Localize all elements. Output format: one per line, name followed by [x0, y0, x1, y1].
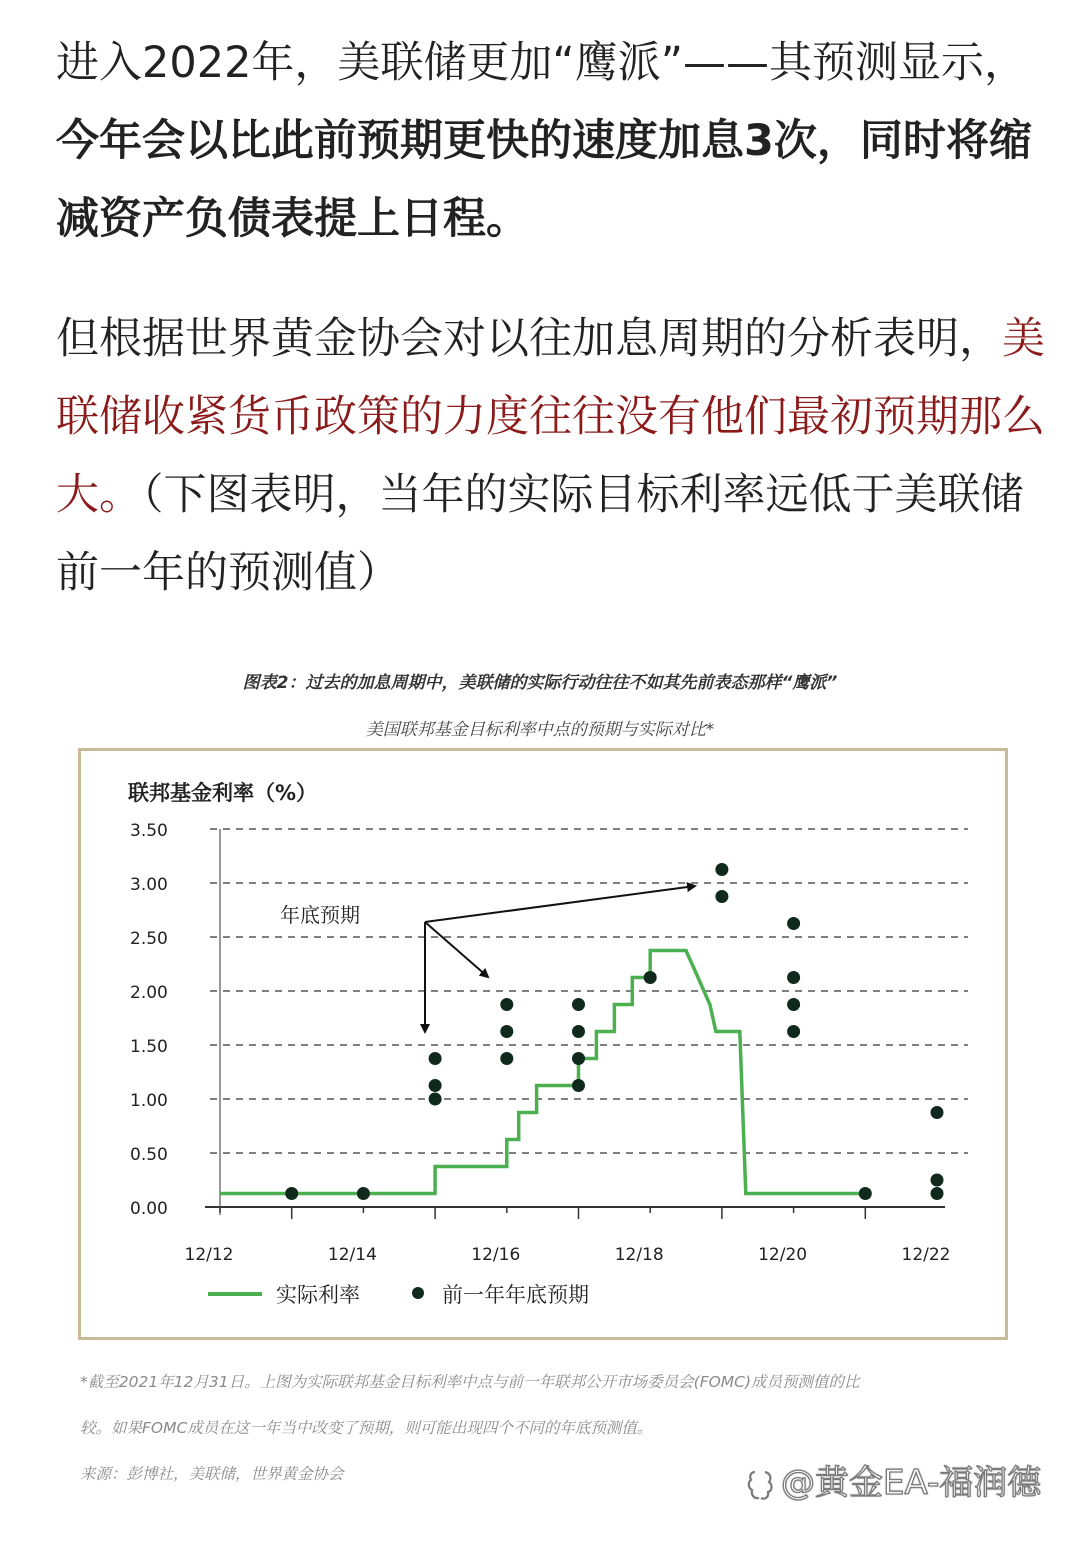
- figure-note-line1: *截至2021年12月31日。上图为实际联邦基金目标利率中点与前一年联邦公开市场委员会(FOMC)成员预测值的比: [80, 1373, 860, 1391]
- watermark: [745, 1455, 1041, 1504]
- y-tick-label: 1.00: [130, 1091, 168, 1111]
- forecast-dot: [931, 1174, 944, 1187]
- forecast-dot: [644, 971, 657, 984]
- forecast-dot: [715, 890, 728, 903]
- forecast-dot: [572, 998, 585, 1011]
- forecast-dot: [787, 1025, 800, 1038]
- forecast-dot: [500, 998, 513, 1011]
- forecast-dot: [500, 1052, 513, 1065]
- y-tick-label: 2.00: [130, 983, 168, 1003]
- figure-subtitle: 美国联邦基金目标利率中点的预期与实际对比*: [365, 720, 715, 740]
- analysis-highlight-text: 美联储收紧货币政策的力度往往没有他们最初预期那么大。: [56, 314, 1045, 520]
- forecast-dot: [572, 1052, 585, 1065]
- y-tick-label: 3.50: [130, 821, 168, 841]
- legend-dot-swatch: [412, 1287, 424, 1299]
- x-tick-label: 12/16: [471, 1245, 521, 1265]
- intro-text: 进入2022年，美联储更加“鹰派”——其预测显示，: [56, 38, 1027, 88]
- annotation-arrow-right: [425, 886, 695, 922]
- forecast-dot: [572, 1079, 585, 1092]
- forecast-dot: [572, 1025, 585, 1038]
- forecast-dot: [357, 1187, 370, 1200]
- forecast-dot: [285, 1187, 298, 1200]
- y-axis-label: 联邦基金利率（%）: [128, 781, 318, 805]
- legend-label-forecast: 前一年年底预期: [442, 1283, 589, 1307]
- x-tick-label: 12/20: [758, 1245, 808, 1265]
- forecast-dot: [500, 1025, 513, 1038]
- x-tick-label: 12/22: [901, 1245, 951, 1265]
- figure-source: 来源：彭博社，美联储，世界黄金协会: [80, 1465, 344, 1483]
- figure-note-line2: 较。如果FOMC成员在这一年当中改变了预期，则可能出现四个不同的年底预测值。: [80, 1419, 653, 1437]
- y-tick-label: 1.50: [130, 1037, 168, 1057]
- legend-label-actual: 实际利率: [276, 1283, 360, 1307]
- forecast-dot: [859, 1187, 872, 1200]
- actual-rate-line: [220, 951, 865, 1194]
- forecast-dot: [787, 998, 800, 1011]
- y-tick-label: 3.00: [130, 875, 168, 895]
- figure-title: 图表2：过去的加息周期中，美联储的实际行动往往不如其先前表态那样“鹰派”: [242, 673, 838, 693]
- y-tick-label: 2.50: [130, 929, 168, 949]
- forecast-dot: [787, 917, 800, 930]
- forecast-dot: [429, 1079, 442, 1092]
- analysis-note-text: （下图表明，当年的实际目标利率远低于美联储前一年的预测值）: [56, 470, 1024, 598]
- x-tick-label: 12/18: [614, 1245, 664, 1265]
- forecast-dot: [931, 1187, 944, 1200]
- forecast-dot: [715, 863, 728, 876]
- analysis-text: 但根据世界黄金协会对以往加息周期的分析表明，: [56, 314, 1002, 364]
- annotation-label: 年底预期: [280, 903, 360, 927]
- forecast-dot: [429, 1052, 442, 1065]
- intro-bold-text: 今年会以比此前预期更快的速度加息3次，同时将缩减资产负债表提上日程。: [56, 116, 1032, 244]
- forecast-dot: [931, 1106, 944, 1119]
- forecast-dot: [787, 971, 800, 984]
- zhihu-logo-icon: [745, 1468, 777, 1502]
- forecast-dot: [429, 1093, 442, 1106]
- y-tick-label: 0.00: [130, 1199, 168, 1219]
- x-tick-label: 12/14: [327, 1245, 377, 1265]
- watermark-text: @黄金EA-福润德: [781, 1463, 1042, 1503]
- annotation-arrow-diagonal: [425, 922, 488, 977]
- y-tick-label: 0.50: [130, 1145, 168, 1165]
- x-tick-label: 12/12: [184, 1245, 234, 1265]
